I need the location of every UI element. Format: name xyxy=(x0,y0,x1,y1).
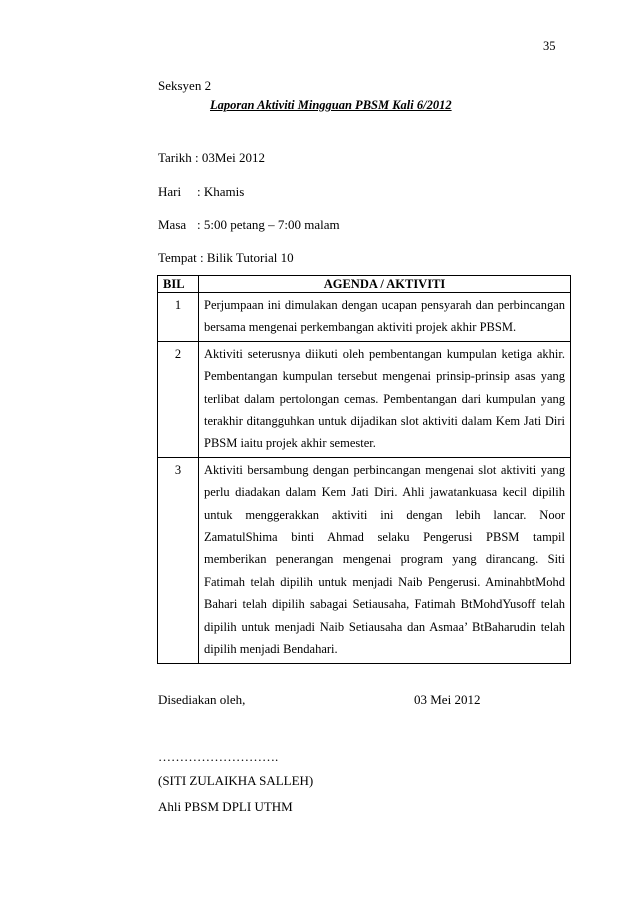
row-text: Perjumpaan ini dimulakan dengan ucapan pensyarah dan perbincangan bersama mengenai perkembangan aktiviti projek akhir PBSM. xyxy=(199,293,571,342)
meta-tarikh: Tarikh : 03Mei 2012 xyxy=(158,150,266,165)
signer-name: (SITI ZULAIKHA SALLEH) xyxy=(158,773,314,788)
meta-hari-label: Hari xyxy=(158,184,182,199)
prepared-date: 03 Mei 2012 xyxy=(414,692,481,707)
meta-masa-label: Masa xyxy=(158,217,187,232)
row-text: Aktiviti bersambung dengan perbincangan mengenai slot aktiviti yang perlu diadakan dalam Kem Jati Diri. Ahli jawatankuasa kecil dipilih untuk menggerakkan aktiviti ini dengan lebih lancar. Noor ZamatulShima binti Ahmad selaku Pengerusi PBSM tampil memberikan penerangan mengenai program yang dirancang. Siti Fatimah telah dipilih untuk menjadi Naib Pengerusi. AminahbtMohd Bahari telah dipilih sabagai Setiausaha, Fatimah BtMohdYusoff telah dipilih untuk menjadi Naib Setiausaha dan Asmaa’ BtBaharudin telah dipilih menjadi Bendahari. xyxy=(199,457,571,663)
meta-hari-value: : Khamis xyxy=(197,184,245,199)
row-bil: 1 xyxy=(158,293,199,342)
table-header-row xyxy=(158,276,571,293)
meta-hari xyxy=(158,184,244,200)
prepared-by-label: Disediakan oleh, xyxy=(158,692,246,707)
header-agenda: AGENDA / AKTIVITI xyxy=(199,276,571,293)
row-text: Aktiviti seterusnya diikuti oleh pembentangan kumpulan ketiga akhir. Pembentangan kumpulan tersebut mengenai prinsip-prinsip asas yang terlibat dalam pertolongan cemas. Pembentangan dari kumpulan yang terakhir ditangguhkan untuk dijadikan slot aktiviti dalam Kem Jati Diri PBSM iaitu projek akhir semester. xyxy=(199,341,571,457)
section-label: Seksyen 2 xyxy=(158,78,212,93)
header-bil: BIL xyxy=(158,276,199,293)
table-row xyxy=(158,341,571,457)
report-title: Laporan Aktiviti Mingguan PBSM Kali 6/2012 xyxy=(210,98,452,112)
signer-position: Ahli PBSM DPLI UTHM xyxy=(158,799,293,814)
row-bil: 2 xyxy=(158,341,199,457)
page-number: 35 xyxy=(543,39,556,53)
table-row xyxy=(158,457,571,663)
signature-line: ………………………. xyxy=(158,749,279,764)
table-row xyxy=(158,293,571,342)
meta-tempat: Tempat : Bilik Tutorial 10 xyxy=(158,250,294,265)
agenda-table xyxy=(157,275,571,664)
meta-masa xyxy=(158,217,340,233)
row-bil: 3 xyxy=(158,457,199,663)
meta-masa-value: : 5:00 petang – 7:00 malam xyxy=(197,217,340,232)
